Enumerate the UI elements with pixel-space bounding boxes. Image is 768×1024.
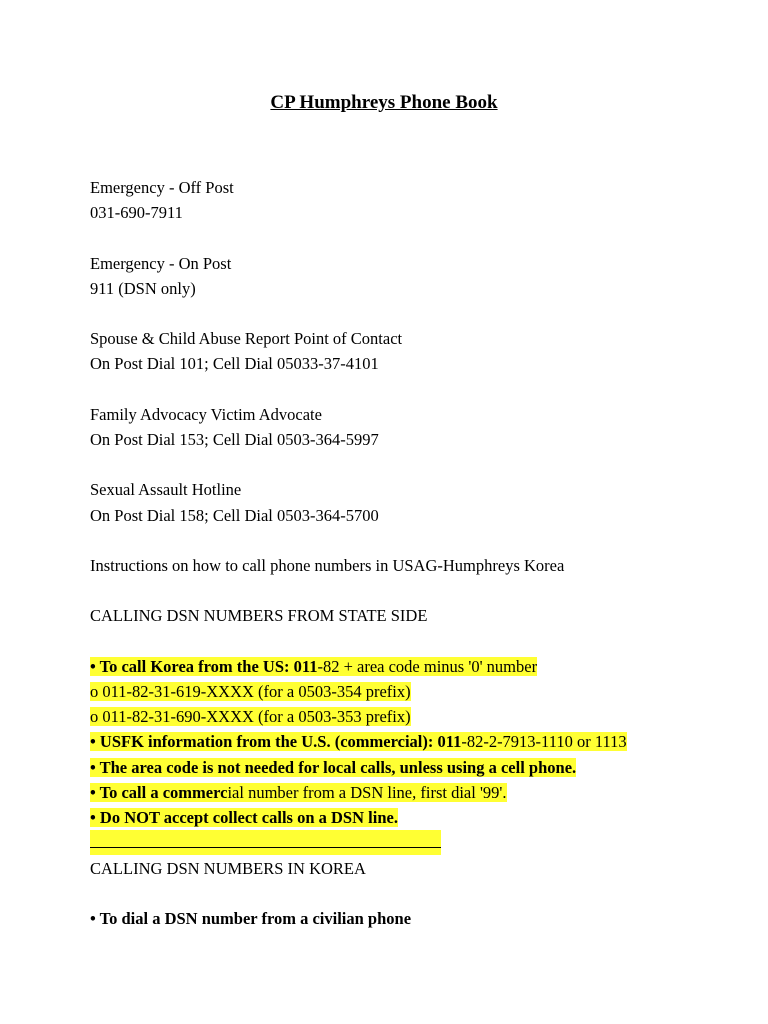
contact-number: 031-690-7911 bbox=[90, 203, 183, 222]
bullet-commercial bbox=[90, 780, 507, 805]
bullet-text: ial number from a DSN line, first dial '99'. bbox=[227, 783, 507, 802]
contact-label: Emergency - On Post bbox=[90, 254, 232, 273]
contact-label: Emergency - Off Post bbox=[90, 178, 234, 197]
bullet-usfk-info bbox=[90, 729, 627, 754]
bullet-text: -82 + area code minus '0' number bbox=[317, 657, 538, 676]
page-title: CP Humphreys Phone Book bbox=[270, 92, 498, 113]
bullet-bold-text: • To call a commerc bbox=[90, 783, 228, 802]
instructions-text: Instructions on how to call phone numbers in USAG-Humphreys Korea bbox=[90, 556, 565, 575]
contact-number: On Post Dial 153; Cell Dial 0503-364-5997 bbox=[90, 430, 379, 449]
bullet-bold-text: • Do NOT accept collect calls on a DSN line. bbox=[90, 808, 398, 827]
bullet-bold-text: • The area code is not needed for local calls, unless using a cell phone. bbox=[90, 758, 577, 777]
bullet-collect-calls bbox=[90, 805, 398, 830]
sub-bullet-354 bbox=[90, 679, 411, 704]
contact-number: On Post Dial 101; Cell Dial 05033-37-4101 bbox=[90, 354, 379, 373]
bullet-text: -82-2-7913-1110 or 1113 bbox=[461, 732, 627, 751]
sub-bullet-353 bbox=[90, 704, 411, 729]
contact-label: Sexual Assault Hotline bbox=[90, 480, 242, 499]
sub-bullet-text: o 011-82-31-690-XXXX (for a 0503-353 prefix) bbox=[90, 707, 411, 726]
bullet-call-korea bbox=[90, 654, 537, 679]
contact-label: Spouse & Child Abuse Report Point of Contact bbox=[90, 329, 403, 348]
bullet-bold-text: • USFK information from the U.S. (commercial): 011 bbox=[90, 732, 462, 751]
bullet-area-code bbox=[90, 755, 576, 780]
contact-number: On Post Dial 158; Cell Dial 0503-364-5700 bbox=[90, 506, 379, 525]
bullet-civilian-phone: • To dial a DSN number from a civilian phone bbox=[90, 909, 412, 928]
section-divider bbox=[90, 830, 441, 855]
bullet-bold-text: • To call Korea from the US: 011 bbox=[90, 657, 318, 676]
section-heading-korea: CALLING DSN NUMBERS IN KOREA bbox=[90, 859, 366, 878]
contact-number: 911 (DSN only) bbox=[90, 279, 196, 298]
sub-bullet-text: o 011-82-31-619-XXXX (for a 0503-354 prefix) bbox=[90, 682, 411, 701]
section-heading-stateside: CALLING DSN NUMBERS FROM STATE SIDE bbox=[90, 606, 428, 625]
contact-label: Family Advocacy Victim Advocate bbox=[90, 405, 322, 424]
